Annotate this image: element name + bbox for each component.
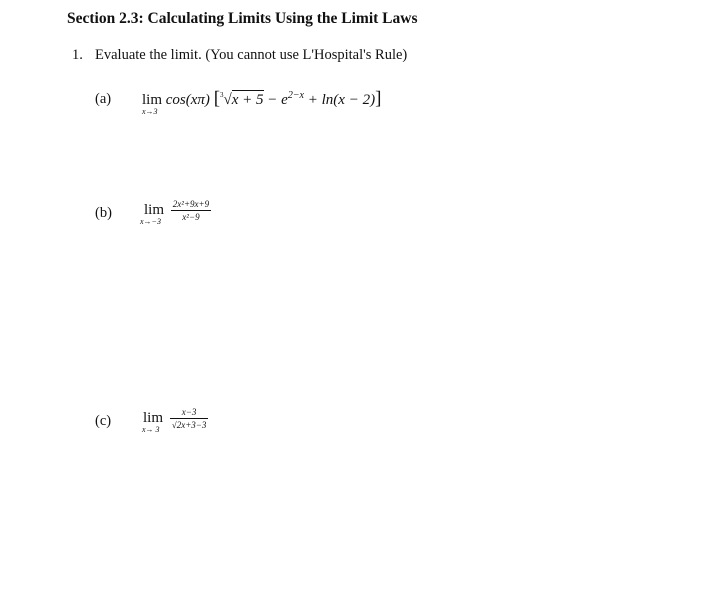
part-a-open-bracket: [ <box>213 88 221 109</box>
part-c-label: (c) <box>95 413 112 429</box>
question-number: 1. <box>72 47 83 63</box>
part-c-limit <box>142 410 164 434</box>
part-a-cos: cos(xπ) <box>165 92 210 108</box>
part-a-radicand: x + 5 <box>231 92 264 108</box>
part-a-label: (a) <box>95 91 112 107</box>
part-b-denominator: x²−9 <box>182 212 200 222</box>
part-b-label: (b) <box>95 205 112 221</box>
part-c-lim-subscript: x→ 3 <box>142 425 160 434</box>
part-c-expression <box>142 407 208 434</box>
part-b-limit <box>140 202 165 226</box>
part-a-expression <box>142 88 382 116</box>
part-c-denominator <box>170 419 209 430</box>
part-a-radical-sign: √ <box>223 92 232 108</box>
part-a-lim-subscript: x→3 <box>142 107 158 116</box>
part-a-lim-word: lim <box>142 92 163 108</box>
part-c-lim-word: lim <box>143 410 164 426</box>
part-a-close-bracket: ] <box>375 88 382 109</box>
part-c-fraction <box>170 407 209 430</box>
part-a-minus-e: − e <box>263 92 288 108</box>
section-title: Section 2.3: Calculating Limits Using the Limit Laws <box>67 10 418 27</box>
part-a-plus-ln: + ln(x − 2) <box>304 92 376 108</box>
part-c-radicand: 2x+3 <box>176 420 196 430</box>
part-b-lim-subscript: x→−3 <box>140 217 161 226</box>
part-b-expression <box>140 199 211 226</box>
part-b-lim-word: lim <box>144 202 165 218</box>
part-a-exponent: 2−x <box>287 90 304 101</box>
part-c-denominator-rest: −3 <box>195 420 207 430</box>
part-a-root-index: 3 <box>220 91 224 99</box>
part-a-limit <box>142 92 163 116</box>
part-b-numerator: 2x²+9x+9 <box>172 199 210 209</box>
part-b-fraction <box>171 199 211 222</box>
question-text: Evaluate the limit. (You cannot use L'Hospital's Rule) <box>95 47 408 63</box>
part-c-radical-sign: √ <box>171 420 177 430</box>
part-c-numerator: x−3 <box>170 407 209 419</box>
